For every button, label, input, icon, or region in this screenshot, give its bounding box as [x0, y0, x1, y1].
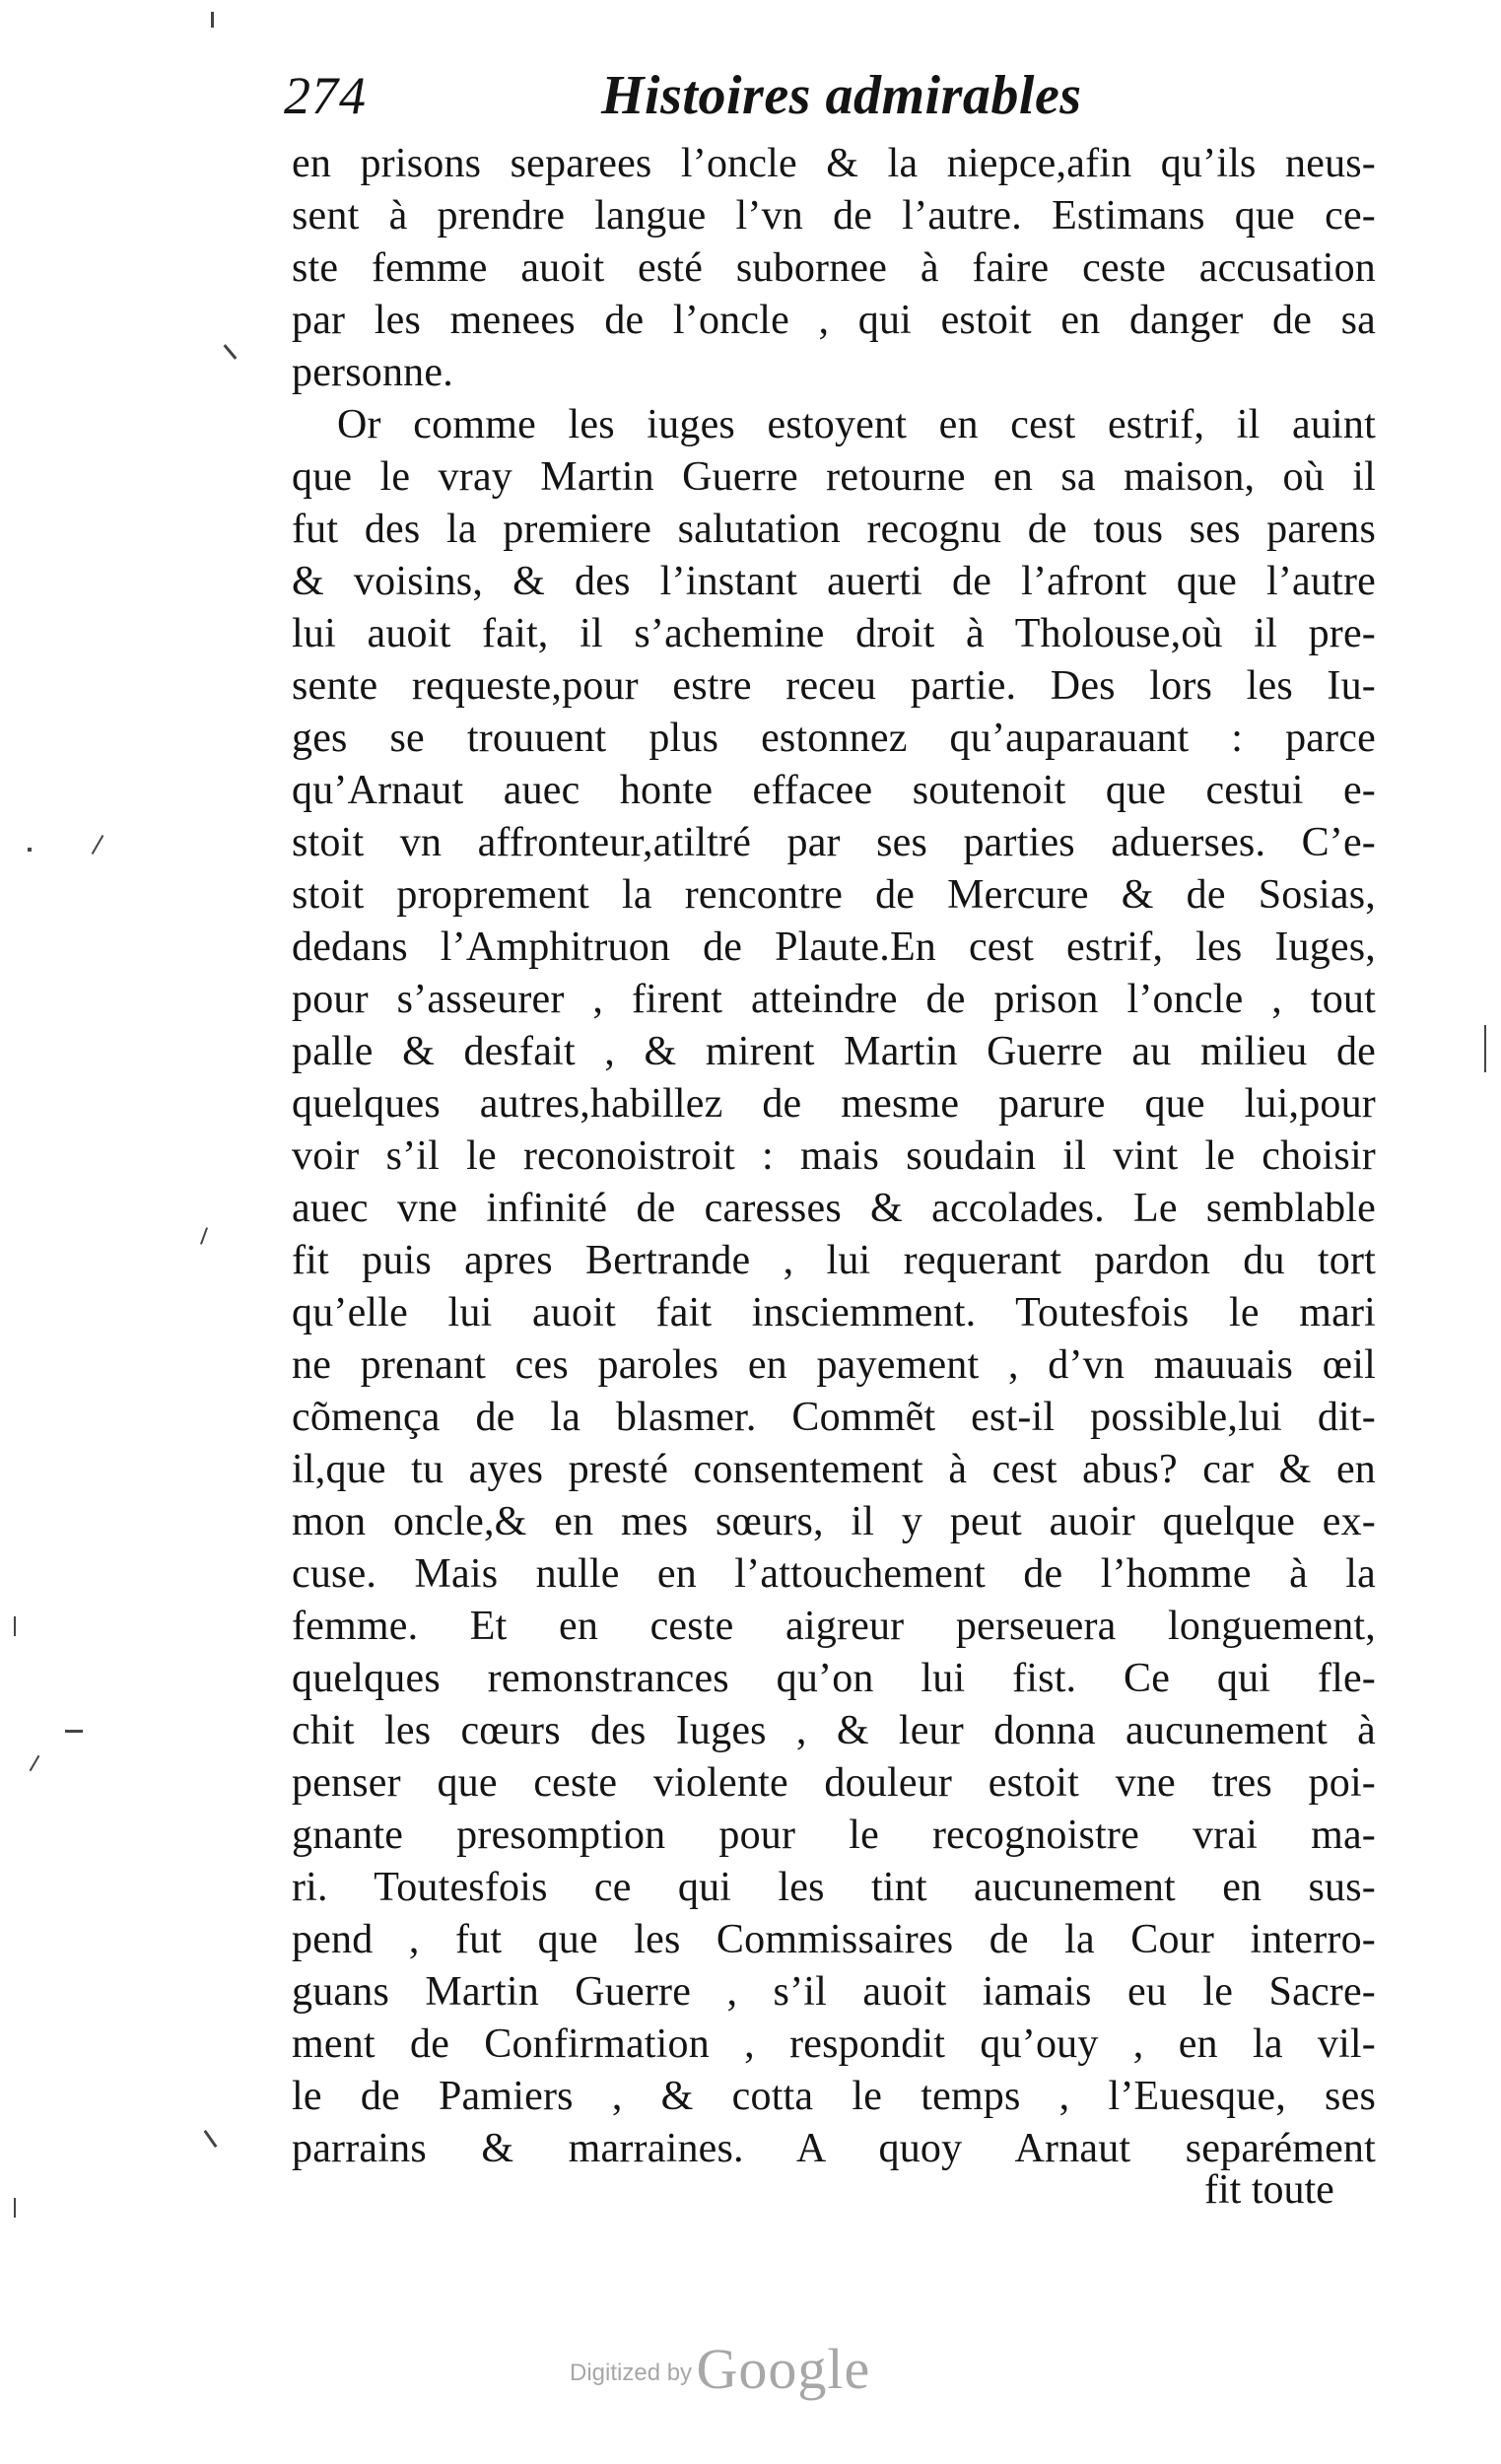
text-line: guans Martin Guerre , s’il auoit iamais eu le Sacre- [292, 1969, 1376, 2015]
text-line: sente requeste,pour estre receu partie. Des lors les Iu- [292, 663, 1376, 709]
watermark-brand: Google [696, 2337, 871, 2401]
text-line: qu’elle lui auoit fait insciemment. Toutesfois le mari [292, 1290, 1376, 1335]
text-line: ne prenant ces paroles en payement , d’vn mauuais œil [292, 1342, 1376, 1388]
text-line: quelques autres,habillez de mesme parure que lui,pour [292, 1081, 1376, 1127]
text-line: le de Pamiers , & cotta le temps , l’Euesque, ses [292, 2074, 1376, 2119]
text-line: qu’Arnaut auec honte effacee soutenoit que cestui e- [292, 768, 1376, 813]
text-line: Or comme les iuges estoyent en cest estrif, il auint [337, 402, 1376, 447]
text-line: stoit vn affronteur,atiltré par ses parties aduerses. C’e- [292, 820, 1376, 865]
scan-mark [1484, 1025, 1486, 1072]
scan-mark [204, 2130, 218, 2148]
body-text [292, 138, 1376, 2175]
text-line: femme. Et en ceste aigreur perseuera longuement, [292, 1604, 1376, 1649]
text-line: ri. Toutesfois ce qui les tint aucunement en sus- [292, 1865, 1376, 1910]
text-line: mon oncle,& en mes sœurs, il y peut auoir quelque ex- [292, 1499, 1376, 1544]
scan-mark [211, 12, 214, 28]
text-line: lui auoit fait, il s’achemine droit à Tholouse,où il pre- [292, 611, 1376, 656]
text-line: fut des la premiere salutation recognu de tous ses parens [292, 507, 1376, 552]
text-line: dedans l’Amphitruon de Plaute.En cest estrif, les Iuges, [292, 924, 1376, 970]
text-line: sent à prendre langue l’vn de l’autre. Estimans que ce- [292, 193, 1376, 239]
text-line: que le vray Martin Guerre retourne en sa maison, où il [292, 454, 1376, 500]
text-line: en prisons separees l’oncle & la niepce,afin qu’ils neus- [292, 141, 1376, 186]
text-line: pour s’asseurer , firent atteindre de prison l’oncle , tout [292, 977, 1376, 1022]
text-line: ste femme auoit esté subornee à faire ceste accusation [292, 245, 1376, 291]
text-line: personne. [292, 350, 453, 395]
text-line: quelques remonstrances qu’on lui fist. Ce qui fle- [292, 1656, 1376, 1701]
text-line: ment de Confirmation , respondit qu’ouy , en la vil- [292, 2021, 1376, 2067]
text-line: par les menees de l’oncle , qui estoit en danger de sa [292, 298, 1376, 343]
scan-mark [92, 835, 104, 855]
text-line: pend , fut que les Commissaires de la Cour interro- [292, 1917, 1376, 1962]
scan-mark [200, 1227, 208, 1245]
scan-mark [14, 2198, 16, 2218]
text-line: auec vne infinité de caresses & accolades. Le semblable [292, 1186, 1376, 1231]
text-line: parrains & marraines. A quoy Arnaut separément [292, 2126, 1376, 2171]
text-line: voir s’il le reconoistroit : mais soudain il vint le choisir [292, 1133, 1376, 1179]
scan-mark [65, 1730, 83, 1733]
text-line: palle & desfait , & mirent Martin Guerre au milieu de [292, 1029, 1376, 1074]
text-line: il,que tu ayes presté consentement à cest abus? car & en [292, 1447, 1376, 1492]
text-line: fit puis apres Bertrande , lui requerant pardon du tort [292, 1238, 1376, 1283]
scan-mark [14, 1616, 16, 1636]
catchword: fit toute [1204, 2167, 1334, 2213]
page-header [284, 61, 1098, 130]
text-line: gnante presomption pour le recognoistre vrai ma- [292, 1813, 1376, 1858]
text-line: cuse. Mais nulle en l’attouchement de l’homme à la [292, 1551, 1376, 1597]
watermark-prefix: Digitized by [570, 2360, 693, 2386]
running-title: Histoires admirables [601, 65, 1082, 126]
text-line: stoit proprement la rencontre de Mercure & de Sosias, [292, 872, 1376, 918]
text-line: chit les cœurs des Iuges , & leur donna aucunement à [292, 1708, 1376, 1753]
digitized-by-google-watermark [570, 2336, 870, 2402]
text-line: cõmença de la blasmer. Commẽt est-il possible,lui dit- [292, 1395, 1376, 1440]
page-number: 274 [284, 66, 367, 125]
scan-mark [28, 848, 32, 852]
text-line: penser que ceste violente douleur estoit vne tres poi- [292, 1760, 1376, 1806]
text-line: ges se trouuent plus estonnez qu’auparauant : parce [292, 716, 1376, 761]
scan-mark [224, 344, 238, 360]
text-line: & voisins, & des l’instant auerti de l’afront que l’autre [292, 559, 1376, 604]
scan-mark [30, 1755, 40, 1772]
